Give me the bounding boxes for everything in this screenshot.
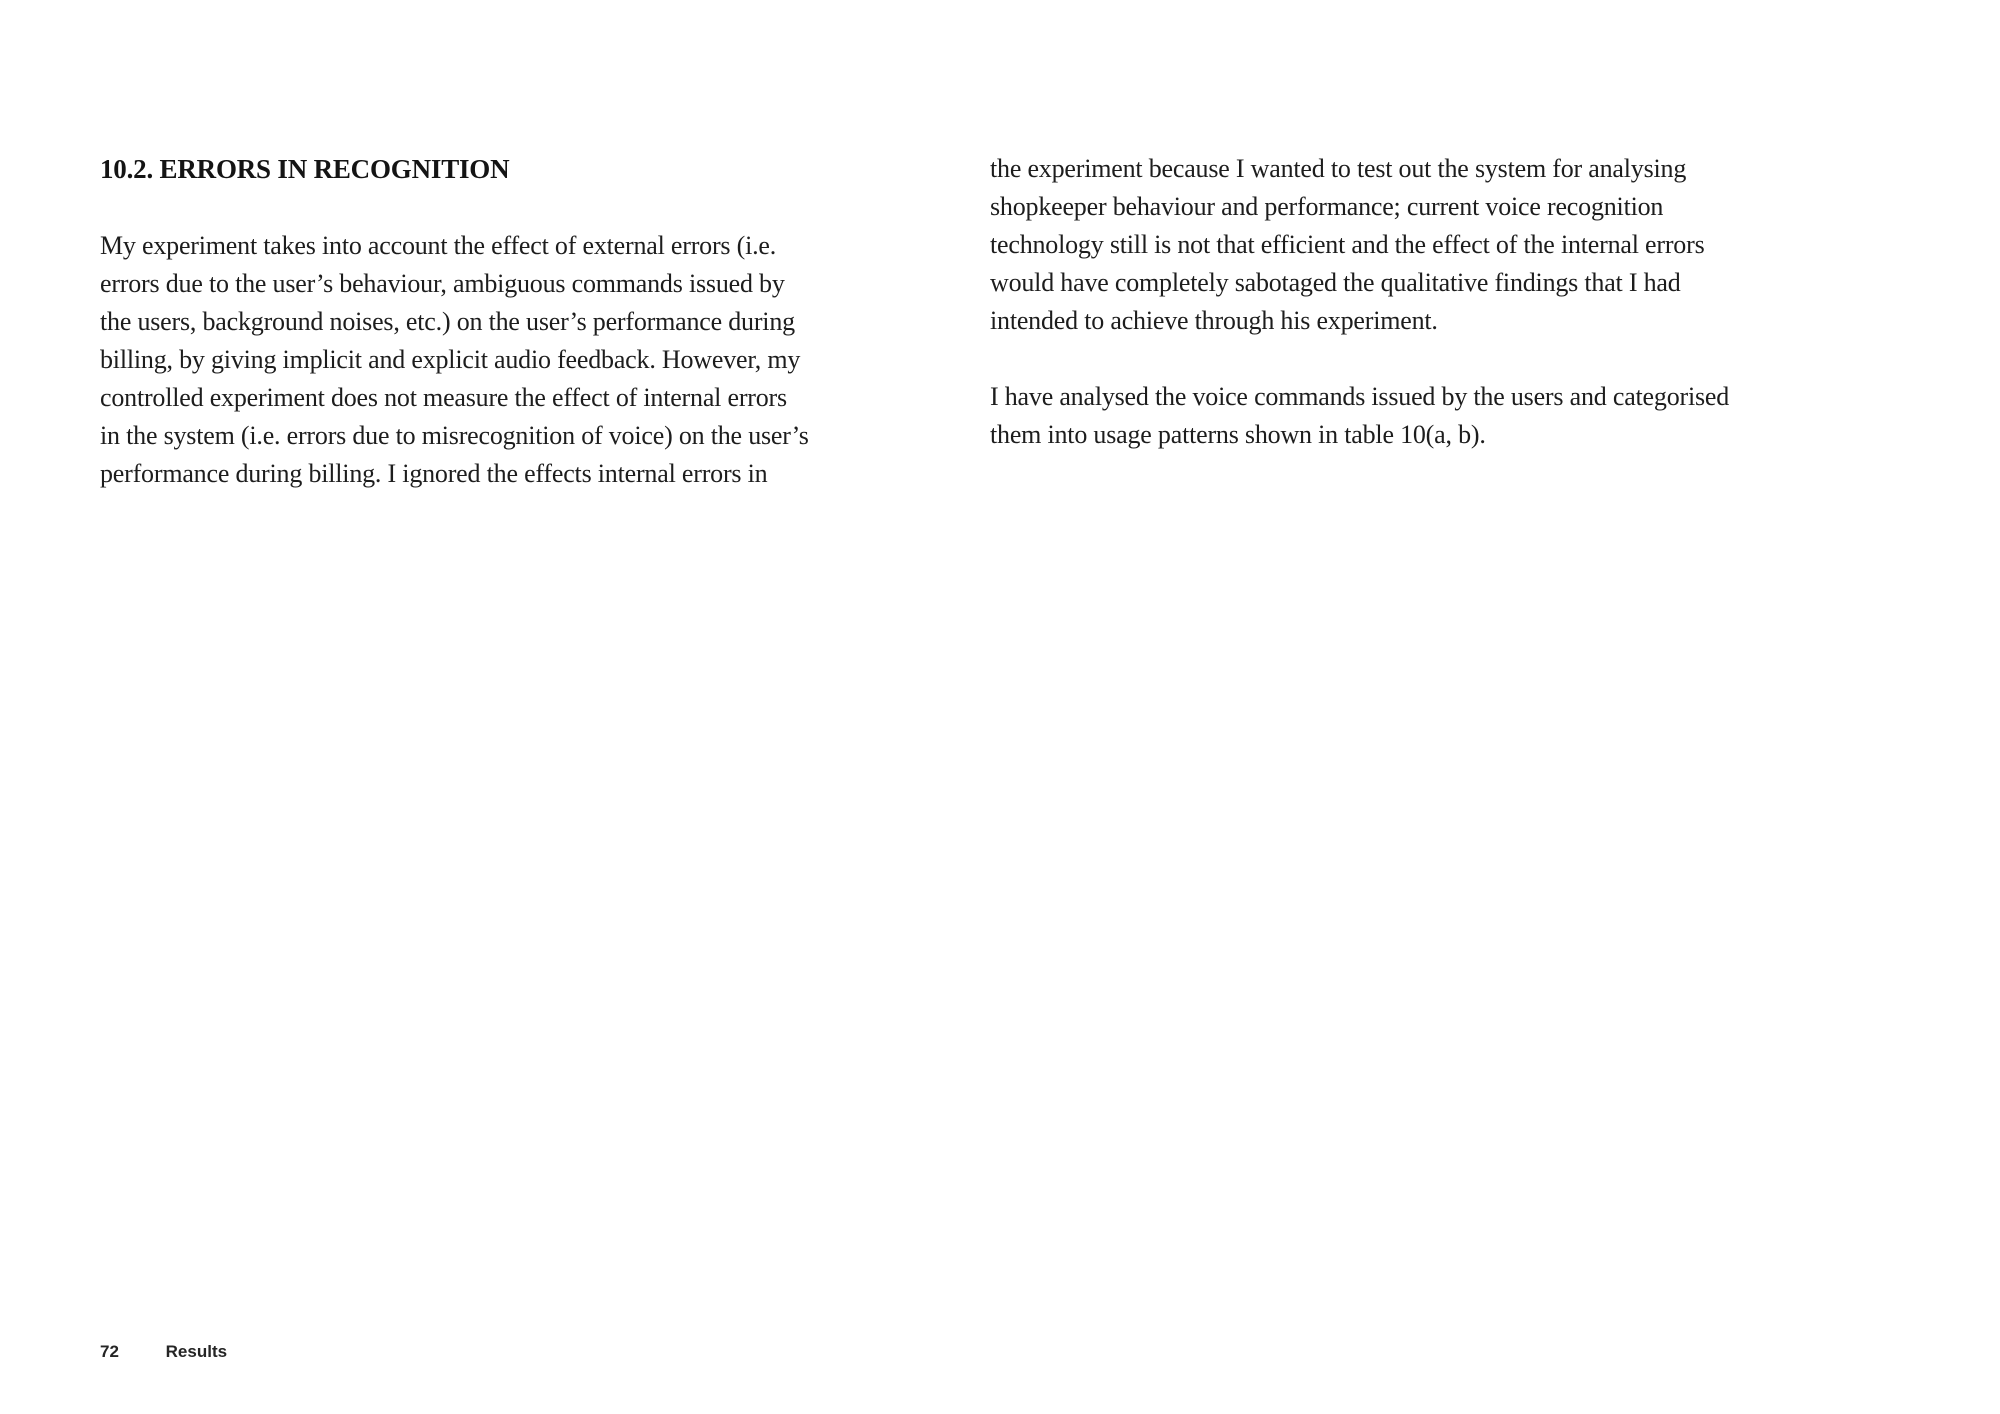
- body-paragraph-right-1: the experiment because I wanted to test out the system for analysing shopkeeper behaviour and performance; current voice recognition technology still is not that efficient and the effect of the internal errors would have completely sabotaged the qualitative findings that I had intended to achieve through his experiment.: [990, 154, 1705, 335]
- right-column: [990, 150, 1880, 454]
- section-heading: 10.2. ERRORS IN RECOGNITION: [100, 154, 510, 184]
- left-column: [100, 150, 940, 493]
- footer-section-label: Results: [165, 1342, 228, 1361]
- body-paragraph-right-2: I have analysed the voice commands issued by the users and categorised them into usage patterns shown in table 10(a, b).: [990, 382, 1730, 449]
- page-number: 72: [100, 1342, 119, 1361]
- body-paragraph-left: My experiment takes into account the effect of external errors (i.e. errors due to the user’s behaviour, ambiguous commands issued by the users, background noises, etc.) on the user’s performance during billing, by giving implicit and explicit audio feedback. However, my controlled experiment does not measure the effect of internal errors in the system (i.e. errors due to misrecognition of voice) on the user’s performance during billing. I ignored the effects internal errors in: [100, 231, 809, 488]
- page-footer: [100, 1342, 227, 1364]
